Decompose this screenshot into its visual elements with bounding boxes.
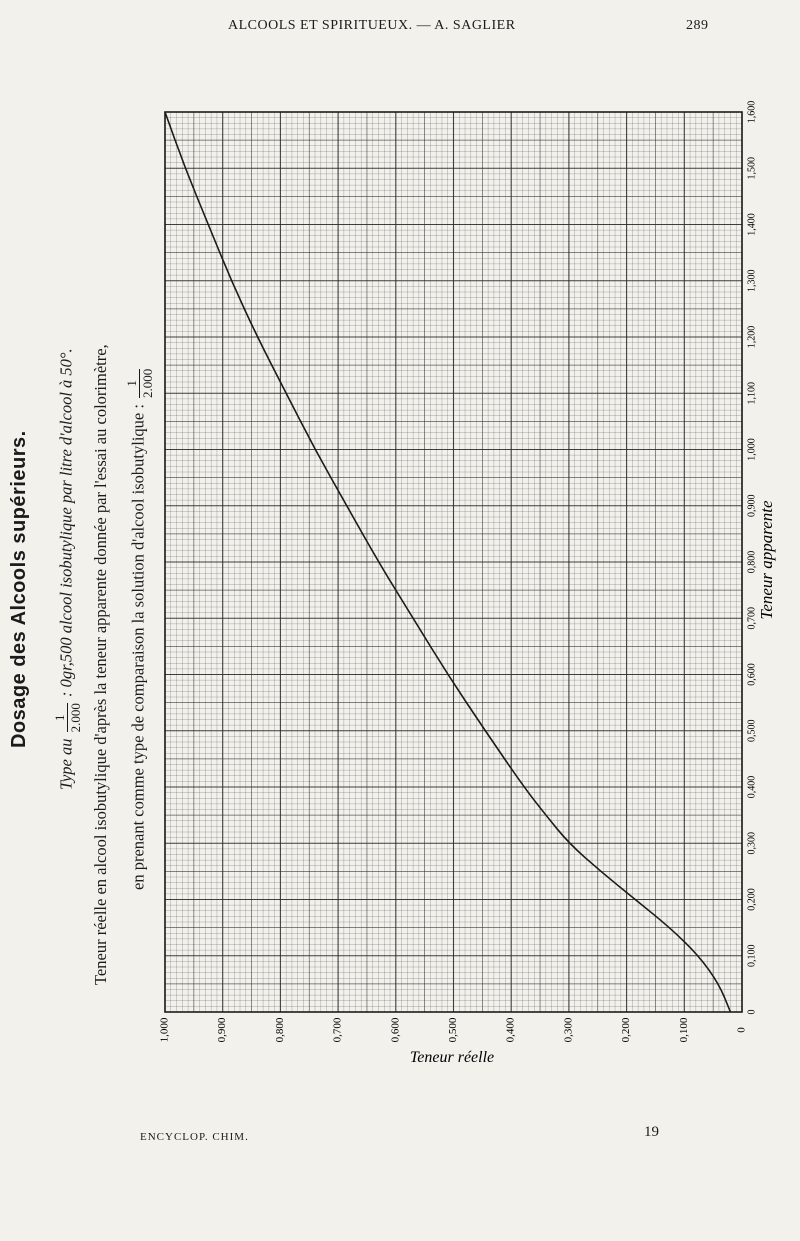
type-fraction-num: 1 bbox=[52, 703, 68, 732]
x-tick-label: 0,200 bbox=[746, 888, 758, 911]
y-tick-label: 0,600 bbox=[389, 1017, 402, 1043]
y-tick-label: 0,400 bbox=[504, 1017, 517, 1043]
x-tick-label: 0,400 bbox=[746, 775, 758, 799]
x-axis-label: Teneur apparente bbox=[757, 500, 776, 620]
x-tick-label: 1,600 bbox=[746, 100, 758, 124]
y-tick-label: 0,500 bbox=[447, 1017, 460, 1043]
x-tick-label: 0,600 bbox=[746, 663, 758, 686]
x-tick-label: 0,500 bbox=[746, 719, 758, 742]
type-fraction-den: 2.000 bbox=[68, 703, 83, 733]
x-tick-label: 1,100 bbox=[746, 382, 758, 405]
line2-fraction-den: 2.000 bbox=[140, 368, 155, 398]
x-tick-label: 1,500 bbox=[746, 157, 758, 180]
description-line-2-prefix: en prenant comme type de comparaison la solution d'alcool isobutylique : bbox=[128, 404, 148, 890]
signature-number: 19 bbox=[644, 1124, 659, 1140]
y-tick-label: 0,900 bbox=[216, 1017, 229, 1043]
x-tick-label: 1,400 bbox=[746, 213, 758, 236]
y-tick-label: 0 bbox=[735, 1027, 748, 1033]
x-tick-label: 0,100 bbox=[746, 944, 758, 967]
y-axis-label: Teneur réelle bbox=[409, 1049, 495, 1066]
x-tick-label: 0,900 bbox=[746, 494, 758, 517]
x-tick-labels bbox=[746, 101, 757, 1015]
type-line-suffix: : 0gr,500 alcool isobutylique par litre d'alcool à 50°. bbox=[56, 348, 76, 698]
y-tick-label: 0,700 bbox=[331, 1017, 344, 1043]
x-tick-label: 0,800 bbox=[746, 550, 758, 574]
y-tick-labels bbox=[159, 1017, 748, 1042]
page-number: 289 bbox=[686, 18, 709, 33]
x-tick-label: 0,300 bbox=[746, 832, 758, 855]
line2-fraction-num: 1 bbox=[124, 369, 140, 398]
footer-left: ENCYCLOP. CHIM. bbox=[140, 1131, 249, 1143]
x-tick-label: 1,000 bbox=[746, 438, 758, 461]
y-tick-label: 0,800 bbox=[273, 1017, 286, 1043]
x-tick-label: 1,200 bbox=[746, 325, 758, 349]
x-tick-label: 0,700 bbox=[746, 607, 758, 630]
running-title: ALCOOLS ET SPIRITUEUX. — A. SAGLIER bbox=[228, 18, 516, 33]
x-tick-label: 1,300 bbox=[746, 269, 758, 292]
description-line-1: Teneur réelle en alcool isobutylique d'après la teneur apparente donnée par l'essai au colorimètre, bbox=[91, 344, 110, 985]
y-tick-label: 0,100 bbox=[677, 1017, 690, 1043]
type-line-prefix: Type au bbox=[56, 738, 76, 790]
y-tick-label: 0,300 bbox=[562, 1017, 575, 1043]
y-tick-label: 0,200 bbox=[620, 1017, 633, 1043]
figure-title: Dosage des Alcools supérieurs. bbox=[8, 430, 30, 748]
y-tick-label: 1,000 bbox=[158, 1017, 171, 1043]
x-tick-label: 0 bbox=[746, 1009, 758, 1015]
